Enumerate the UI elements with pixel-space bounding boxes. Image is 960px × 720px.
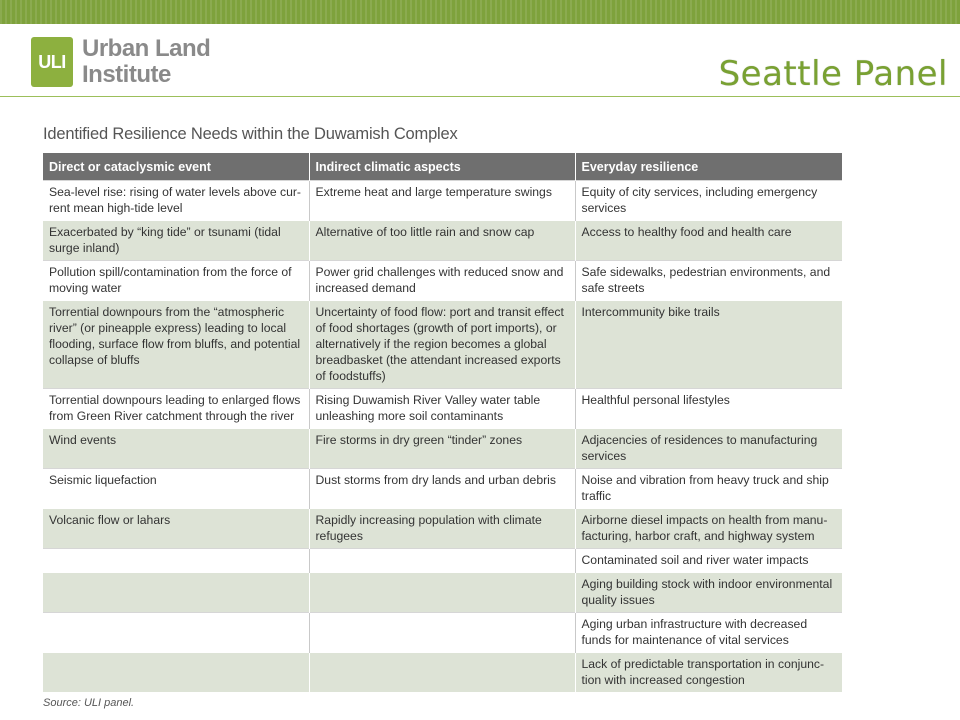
table-cell: Rapidly increasing population with climate refugees: [309, 509, 575, 549]
table-row: [43, 221, 842, 261]
table-row: [43, 261, 842, 301]
column-header: Direct or cataclysmic event: [43, 153, 309, 181]
slide-title: Seattle Panel: [718, 54, 948, 94]
table-cell: Torrential downpours from the “atmospheric river” (or pineapple express) leading to local flooding, surface flow from bluffs, and potential collapse of bluffs: [43, 301, 309, 389]
table-cell: Pollution spill/contamination from the force of moving water: [43, 261, 309, 301]
table-cell: Exacerbated by “king tide” or tsunami (tidal surge inland): [43, 221, 309, 261]
table-cell: [309, 613, 575, 653]
table-row: [43, 389, 842, 429]
table-row: [43, 653, 842, 693]
table-cell: Healthful personal lifestyles: [575, 389, 842, 429]
table-cell: Equity of city services, including emergency services: [575, 181, 842, 221]
table-cell: Aging urban infrastructure with decreased funds for maintenance of vital services: [575, 613, 842, 653]
table-cell: Aging building stock with indoor environmental quality issues: [575, 573, 842, 613]
table-cell: [43, 653, 309, 693]
table-row: [43, 613, 842, 653]
table-caption: Identified Resilience Needs within the Duwamish Complex: [43, 125, 458, 143]
table-row: [43, 181, 842, 221]
table-cell: Power grid challenges with reduced snow and increased demand: [309, 261, 575, 301]
table-cell: [309, 549, 575, 573]
table-cell: Adjacencies of residences to manufacturing services: [575, 429, 842, 469]
table-source-note: Source: ULI panel.: [43, 697, 135, 709]
uli-logo-icon: [31, 37, 73, 87]
table-cell: Fire storms in dry green “tinder” zones: [309, 429, 575, 469]
table-row: [43, 301, 842, 389]
table-cell: Safe sidewalks, pedestrian environments, and safe streets: [575, 261, 842, 301]
table-cell: Alternative of too little rain and snow cap: [309, 221, 575, 261]
resilience-needs-table: [43, 153, 842, 692]
table-header-row: [43, 153, 842, 181]
column-header: Indirect climatic aspects: [309, 153, 575, 181]
table-cell: Access to healthy food and health care: [575, 221, 842, 261]
table-cell: Torrential downpours leading to enlarged flows from Green River catchment through the river: [43, 389, 309, 429]
table-cell: Volcanic flow or lahars: [43, 509, 309, 549]
table-cell: Noise and vibration from heavy truck and ship traffic: [575, 469, 842, 509]
table-cell: Intercommunity bike trails: [575, 301, 842, 389]
table-row: [43, 429, 842, 469]
table-cell: Sea-level rise: rising of water levels above cur-rent mean high-tide level: [43, 181, 309, 221]
table-cell: Wind events: [43, 429, 309, 469]
table-cell: Uncertainty of food flow: port and transit effect of food shortages (growth of port imports), or alternatively if the region becomes a global breadbasket (the attendant increased exports of foodstuffs): [309, 301, 575, 389]
table-cell: Contaminated soil and river water impacts: [575, 549, 842, 573]
table-cell: Dust storms from dry lands and urban debris: [309, 469, 575, 509]
table-row: [43, 469, 842, 509]
table-cell: Rising Duwamish River Valley water table unleashing more soil contaminants: [309, 389, 575, 429]
table-cell: [43, 613, 309, 653]
table-cell: [309, 653, 575, 693]
table-cell: [309, 573, 575, 613]
table-cell: Seismic liquefaction: [43, 469, 309, 509]
title-divider: [0, 96, 960, 97]
logo-mark-text: ULI: [38, 51, 66, 72]
logo-line-1: Urban Land: [82, 35, 211, 62]
table-cell: Lack of predictable transportation in conjunc-tion with increased congestion: [575, 653, 842, 693]
logo-wordmark: [82, 36, 222, 88]
top-decorative-band: [0, 0, 960, 24]
table-cell: [43, 549, 309, 573]
column-header: Everyday resilience: [575, 153, 842, 181]
table-row: [43, 549, 842, 573]
table-row: [43, 573, 842, 613]
table-cell: [43, 573, 309, 613]
table-row: [43, 509, 842, 549]
logo-line-2: Institute: [82, 61, 171, 88]
table-cell: Airborne diesel impacts on health from manu-facturing, harbor craft, and highway system: [575, 509, 842, 549]
table-cell: Extreme heat and large temperature swings: [309, 181, 575, 221]
